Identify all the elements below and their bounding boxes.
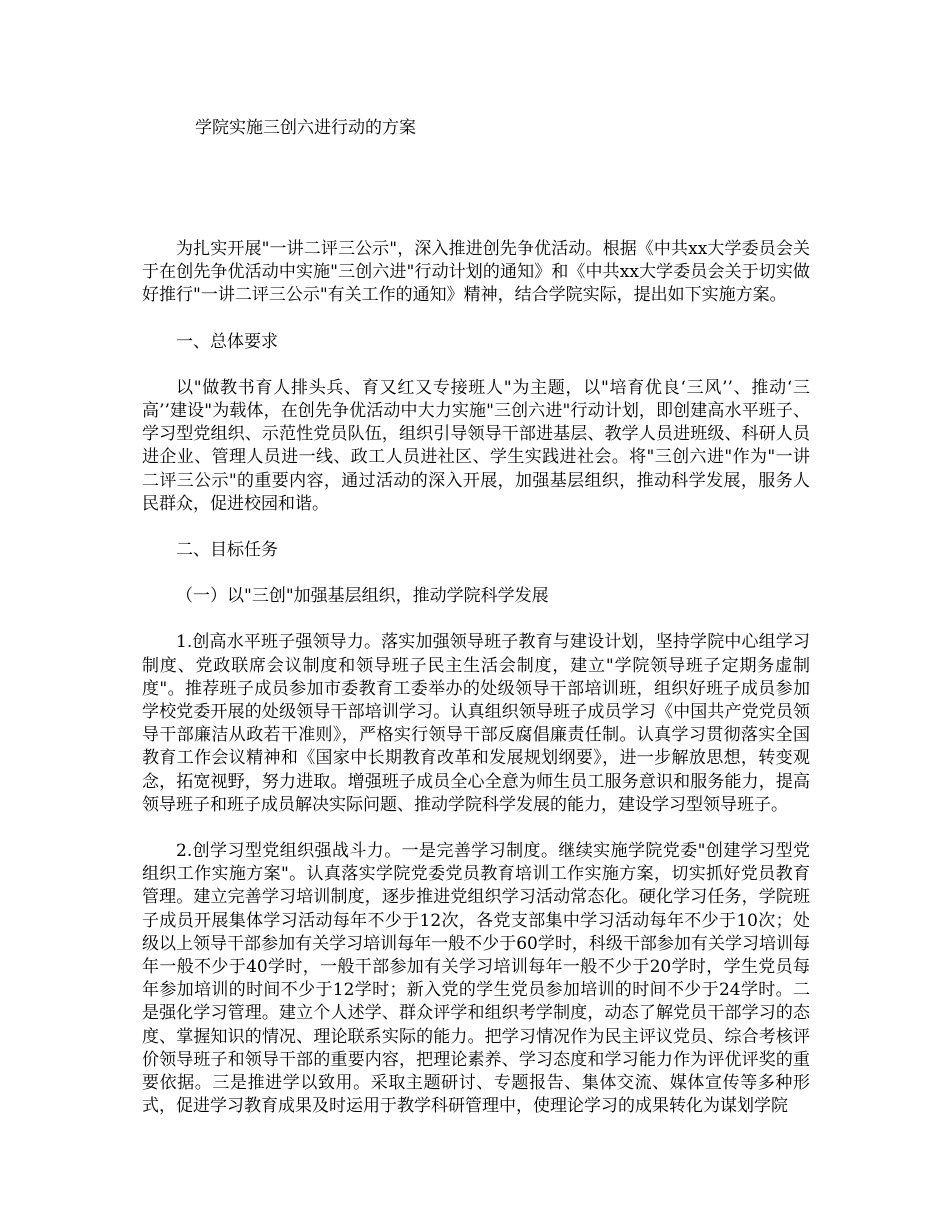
- item-learning-party-org-paragraph: 2.创学习型党组织强战斗力。一是完善学习制度。继续实施学院党委"创建学习型党组织工作实施方案"。认真落实学院党委党员教育培训工作实施方案，切实抓好党员教育管理。建立完善学习培训制度，逐步推进党组织学习活动常态化。硬化学习任务，学院班子成员开展集体学习活动每年不少于12次，各党支部集中学习活动每年不少于10次；处级以上领导干部参加有关学习培训每年一般不少于60学时，科级干部参加有关学习培训每年一般不少于40学时，一般干部参加有关学习培训每年一般不少于20学时，学生党员每年参加培训的时间不少于12学时；新入党的学生党员参加培训的时间不少于24学时。二是强化学习管理。建立个人述学、群众评学和组织考学制度，动态了解党员干部学习的态度、掌握知识的情况、理论联系实际的能力。把学习情况作为民主评议党员、综合考核评价领导班子和领导干部的重要内容，把理论素养、学习态度和学习能力作为评优评奖的重要依据。三是推进学以致用。采取主题研讨、专题报告、集体交流、媒体宣传等多种形式，促进学习教育成果及时运用于教学科研管理中，使理论学习的成果转化为谋划学院: [142, 841, 810, 1117]
- general-requirements-paragraph: 以"做教书育人排头兵、育又红又专接班人"为主题，以"培育优良‘三风’’、推动‘三高’’建设"为载体，在创先争优活动中大力实施"三创六进"行动计划，即创建高水平班子、学习型党组织、示范性党员队伍，组织引导领导干部进基层、教学人员进班级、科研人员进企业、管理人员进一线、政工人员进社区、学生实践进社会。将"三创六进"作为"一讲二评三公示"的重要内容，通过活动的深入开展，加强基层组织，推动科学发展，服务人民群众，促进校园和谐。: [142, 377, 810, 514]
- item-leadership-team-paragraph: 1.创高水平班子强领导力。落实加强领导班子教育与建设计划，坚持学院中心组学习制度、党政联席会议制度和领导班子民主生活会制度，建立"学院领导班子定期务虚制度"。推荐班子成员参加市委教育工委举办的处级领导干部培训班，组织好班子成员参加学校党委开展的处级领导干部培训学习。认真组织领导班子成员学习《中国共产党党员领导干部廉洁从政若干准则》，严格实行领导干部反腐倡廉责任制。认真学习贯彻落实全国教育工作会议精神和《国家中长期教育改革和发展规划纲要》，进一步解放思想，转变观念，拓宽视野，努力进取。增强班子成员全心全意为师生员工服务意识和服务能力，提高领导班子和班子成员解决实际问题、推动学院科学发展的能力，建设学习型领导班子。: [142, 632, 810, 815]
- document-title: 学院实施三创六进行动的方案: [195, 118, 416, 138]
- section-heading-goals-tasks: 二、目标任务: [176, 540, 278, 561]
- section-heading-general-requirements: 一、总体要求: [176, 331, 278, 352]
- subsection-heading-three-creations: （一）以"三创"加强基层组织，推动学院科学发展: [176, 586, 549, 607]
- document-body: [142, 238, 810, 1119]
- intro-paragraph: 为扎实开展"一讲二评三公示"，深入推进创先争优活动。根据《中共xx大学委员会关于在创先争优活动中实施"三创六进"行动计划的通知》和《中共xx大学委员会关于切实做好推行"一讲二评三公示"有关工作的通知》精神，结合学院实际，提出如下实施方案。: [142, 239, 810, 306]
